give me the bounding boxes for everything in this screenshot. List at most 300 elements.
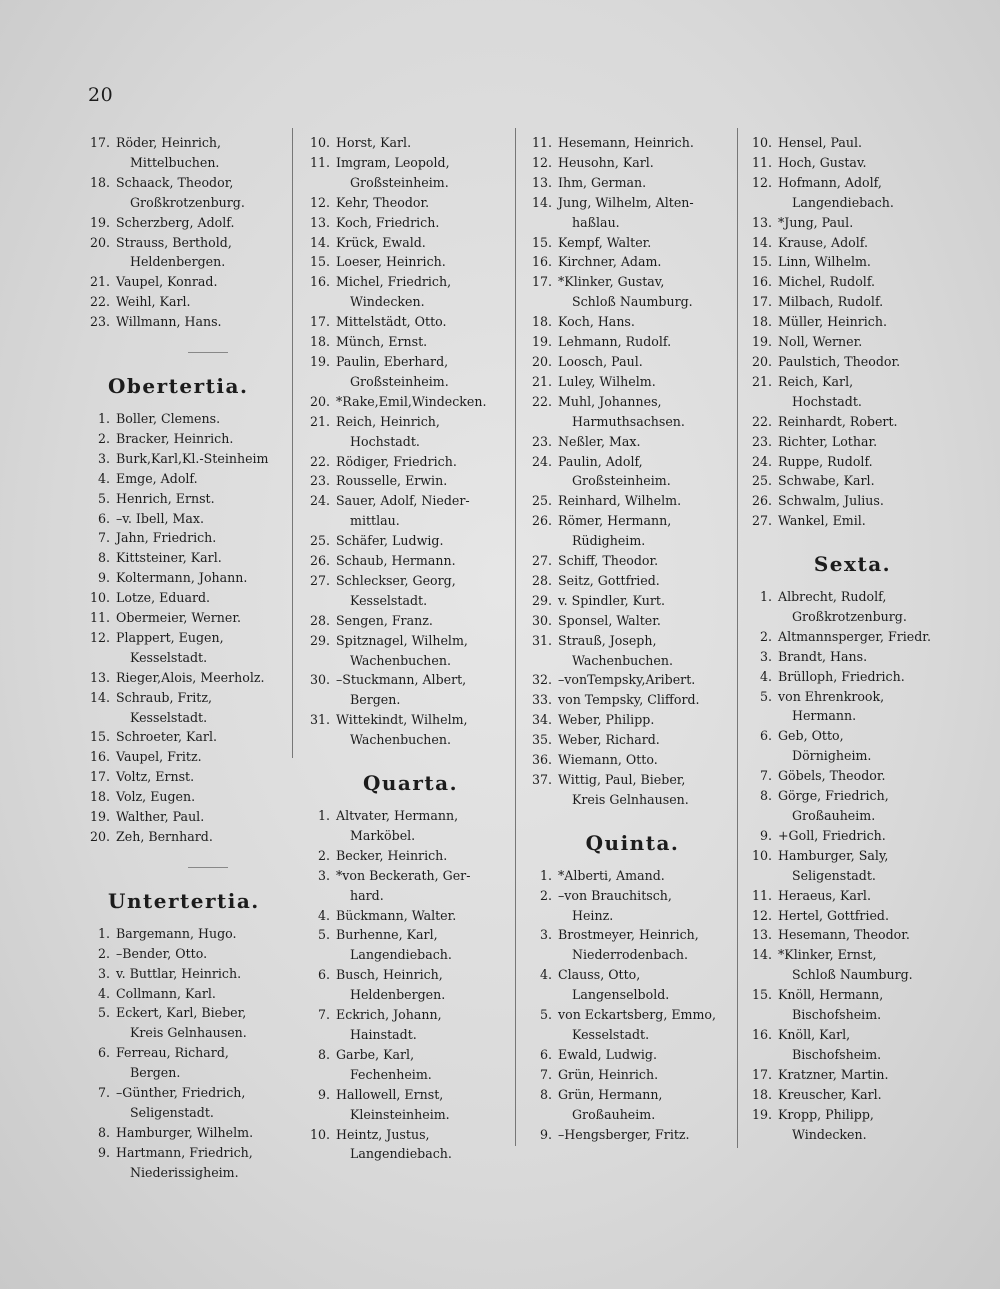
entry-name: Heintz, Justus, [336,1126,430,1142]
entry-place: Langendiebach. [792,194,894,210]
list-item [750,846,955,886]
list-item [530,886,735,926]
entry-name: Hensel, Paul. [778,135,863,150]
entry-place: Bischofsheim. [792,1046,882,1062]
list-item [530,925,735,965]
list-item [750,766,955,786]
list-item [308,925,513,965]
entry-name: Willmann, Hans. [116,314,222,330]
list-item [308,193,513,213]
entry-name: Paulin, Adolf, [558,453,643,469]
entry-name: Ferreau, Richard, [116,1045,229,1061]
list-item [530,511,735,551]
entry-name: Rieger,Alois, Meerholz. [116,669,265,685]
entry-number: 15. [751,987,772,1003]
entry-number: 22. [309,453,330,469]
list-item [750,432,955,452]
entry-number: 9. [759,827,772,843]
entry-number: 16. [751,1026,772,1042]
entry-number: 20. [531,353,552,369]
entry-name: Emge, Adolf. [116,470,198,486]
entry-place: Mittelbuchen. [130,154,220,170]
entry-number: 4. [539,967,552,983]
list-item [530,770,735,810]
entry-name: Lehmann, Rudolf. [558,334,672,350]
list-item [88,767,288,787]
entry-number: 2. [97,945,110,961]
entry-name: Schraub, Fritz, [116,689,212,705]
entry-number: 18. [751,1086,772,1102]
list-item [750,667,955,687]
list-item [530,866,735,886]
entry-name: Burhenne, Karl, [336,927,438,943]
entry-name: Müller, Heinrich. [778,314,887,330]
entry-number: 11. [89,610,110,626]
entry-number: 4. [317,907,330,923]
entry-number: 12. [89,629,110,645]
entry-number: 2. [759,628,772,644]
class-list-obertertia [88,409,288,847]
entry-name: Kehr, Theodor. [336,194,430,210]
entry-name: Horst, Karl. [336,135,412,150]
list-item [88,787,288,807]
entry-number: 7. [539,1066,552,1082]
list-item [750,945,955,985]
list-item [308,213,513,233]
list-item [530,133,735,153]
entry-number: 2. [539,887,552,903]
list-item [530,591,735,611]
entry-name: Kirchner, Adam. [558,254,662,270]
entry-number: 17. [751,1066,772,1082]
list-item [530,312,735,332]
entry-number: 22. [751,413,772,429]
list-item [530,491,735,511]
entry-number: 30. [531,612,552,628]
section-heading-obertertia: Obertertia. [108,374,249,399]
entry-number: 9. [97,1144,110,1160]
list-item [88,509,288,529]
entry-number: 18. [531,314,552,330]
list-item [88,568,288,588]
list-item [750,332,955,352]
entry-number: 22. [89,294,110,310]
entry-name: *Rake,Emil,Windecken. [336,393,487,409]
list-item [530,352,735,372]
entry-number: 13. [751,214,772,230]
list-item [88,924,288,944]
entry-place: Langenselbold. [572,987,670,1003]
entry-name: Mittelstädt, Otto. [336,314,447,330]
column-divider [515,128,516,1146]
entry-place: Großauheim. [572,1106,656,1122]
entry-name: Hallowell, Ernst, [336,1086,444,1102]
entry-place: Marköbel. [350,827,416,843]
entry-name: Strauß, Joseph, [558,632,657,648]
entry-number: 1. [317,808,330,823]
entry-name: Eckert, Karl, Bieber, [116,1005,247,1021]
entry-name: Altmannsperger, Friedr. [778,628,931,644]
class-list-quinta-continued [750,133,955,531]
list-item [88,747,288,767]
entry-number: 19. [751,334,772,350]
entry-number: 21. [531,373,552,389]
entry-place: Schloß Naumburg. [572,294,693,310]
list-item [308,471,513,491]
entry-name: Linn, Wilhelm. [778,254,871,270]
entry-place: Hochstadt. [792,393,862,409]
column-4 [750,133,955,1144]
entry-name: Knöll, Karl, [778,1026,851,1042]
list-item [308,571,513,611]
list-item [750,1025,955,1065]
entry-number: 21. [309,413,330,429]
entry-number: 17. [89,135,110,150]
list-item [530,1085,735,1125]
entry-place: haßlau. [572,214,620,230]
entry-place: Kesselstadt. [130,709,208,725]
entry-number: 29. [309,632,330,648]
list-item [750,786,955,826]
entry-place: Windecken. [792,1126,867,1142]
entry-place: Kesselstadt. [350,592,428,608]
list-item [88,312,288,332]
class-list-quinta [530,866,735,1145]
section-heading-quarta: Quarta. [362,771,459,796]
entry-place: Hainstadt. [350,1026,417,1042]
entry-number: 1. [97,410,110,426]
entry-number: 8. [317,1046,330,1062]
list-item [530,670,735,690]
list-item [308,1005,513,1045]
list-item [308,332,513,352]
entry-name: Römer, Hermann, [558,513,672,529]
list-item [88,668,288,688]
entry-name: Reinhardt, Robert. [778,413,898,429]
entry-name: Reich, Karl, [778,373,854,389]
entry-number: 14. [751,947,772,963]
entry-place: Seligenstadt. [792,867,876,883]
list-item [750,687,955,727]
entry-number: 14. [89,689,110,705]
list-item [530,432,735,452]
entry-number: 13. [309,214,330,230]
entry-place: Heldenbergen. [130,254,226,270]
entry-number: 24. [531,453,552,469]
entry-name: Weber, Richard. [558,732,660,748]
list-item [530,452,735,492]
entry-name: Paulstich, Theodor. [778,353,901,369]
entry-place: Hermann. [792,708,857,724]
entry-place: Wachenbuchen. [350,652,451,668]
entry-name: Jung, Wilhelm, Alten- [558,194,694,210]
entry-number: 32. [531,672,552,688]
list-item [530,1065,735,1085]
list-item [88,173,288,213]
list-item [308,312,513,332]
entry-name: Voltz, Ernst. [116,769,195,785]
entry-place: Fechenheim. [350,1066,432,1082]
entry-number: 17. [751,294,772,310]
entry-name: Collmann, Karl. [116,985,216,1001]
entry-place: Großauheim. [792,808,876,823]
list-item [88,133,288,173]
entry-number: 20. [89,829,110,844]
entry-number: 3. [317,867,330,883]
list-item [530,372,735,392]
page-number: 20 [88,84,114,106]
entry-number: 20. [89,234,110,250]
class-list-quarta-continued [530,133,735,810]
entry-name: Krause, Adolf. [778,234,868,250]
list-item [88,944,288,964]
entry-number: 15. [309,254,330,270]
entry-name: Richter, Lothar. [778,433,878,449]
entry-name: –von Brauchitsch, [558,887,672,903]
list-item [308,531,513,551]
entry-number: 1. [759,589,772,605]
entry-name: Münch, Ernst. [336,334,428,350]
entry-number: 3. [97,450,110,466]
entry-number: 19. [89,214,110,230]
entry-name: Schiff, Theodor. [558,553,659,569]
entry-name: Garbe, Karl, [336,1046,415,1062]
entry-number: 16. [309,274,330,290]
list-item [750,272,955,292]
entry-number: 4. [759,668,772,684]
entry-place: Bergen. [130,1065,181,1081]
entry-name: Neßler, Max. [558,433,641,449]
entry-name: Krück, Ewald. [336,234,426,250]
entry-name: Michel, Friedrich, [336,274,452,290]
entry-name: Vaupel, Konrad. [116,274,218,290]
entry-name: Görge, Friedrich, [778,788,889,804]
section-separator [188,352,228,353]
list-item [88,429,288,449]
entry-number: 18. [89,174,110,190]
entry-place: Heldenbergen. [350,987,446,1003]
entry-place: Hochstadt. [350,433,420,449]
entry-name: Röder, Heinrich, [116,135,222,150]
entry-number: 28. [531,572,552,588]
list-item [88,608,288,628]
entry-name: Kempf, Walter. [558,234,652,250]
entry-number: 13. [531,174,552,190]
entry-number: 20. [751,353,772,369]
entry-number: 16. [531,254,552,270]
entry-number: 13. [89,669,110,685]
entry-name: von Tempsky, Clifford. [558,692,700,708]
entry-name: –Günther, Friedrich, [116,1085,246,1101]
list-item [308,551,513,571]
list-item [308,710,513,750]
entry-name: Brostmeyer, Heinrich, [558,927,699,943]
column-divider [292,128,293,758]
column-3 [530,133,735,1144]
list-item [308,352,513,392]
entry-number: 17. [531,274,552,290]
entry-number: 30. [309,672,330,688]
entry-name: Ihm, German. [558,174,647,190]
list-item [530,173,735,193]
entry-number: 2. [317,847,330,863]
entry-name: Eckrich, Johann, [336,1007,442,1023]
list-item [750,826,955,846]
entry-name: Jahn, Friedrich. [116,530,217,546]
list-item [750,1105,955,1145]
entry-number: 16. [89,749,110,765]
entry-number: 15. [531,234,552,250]
list-item [530,233,735,253]
list-item [750,647,955,667]
entry-name: Loeser, Heinrich. [336,254,446,270]
entry-name: Göbels, Theodor. [778,768,886,784]
entry-number: 24. [309,493,330,509]
list-item [88,1043,288,1083]
list-item [88,827,288,847]
entry-number: 8. [759,788,772,804]
entry-place: Seligenstadt. [130,1104,214,1120]
entry-number: 6. [759,728,772,744]
entry-number: 12. [751,907,772,923]
entry-number: 17. [89,769,110,785]
entry-name: von Ehrenkrook, [778,688,885,704]
entry-place: Großkrotzenburg. [130,194,245,210]
entry-name: Burk,Karl,Kl.-Steinheim [116,450,269,466]
entry-place: Niederrodenbach. [572,947,689,963]
entry-name: Schleckser, Georg, [336,572,456,588]
entry-number: 36. [531,752,552,768]
entry-place: Kesselstadt. [130,649,208,665]
entry-name: Heraeus, Karl. [778,887,871,903]
entry-number: 9. [317,1086,330,1102]
entry-name: *Jung, Paul. [778,214,854,230]
entry-number: 1. [97,925,110,941]
entry-place: Kleinsteinheim. [350,1106,450,1122]
entry-number: 5. [317,927,330,943]
list-item [88,449,288,469]
list-item [750,252,955,272]
list-item [88,233,288,273]
list-item [750,587,955,627]
list-item [88,548,288,568]
list-item [88,807,288,827]
entry-number: 6. [97,510,110,526]
entry-place: Großsteinheim. [350,373,449,389]
entry-name: Spitznagel, Wilhelm, [336,632,468,648]
list-item [88,984,288,1004]
list-item [308,631,513,671]
list-item [88,588,288,608]
entry-number: 5. [539,1007,552,1023]
list-item [750,627,955,647]
entry-name: Schaub, Hermann. [336,553,456,569]
entry-name: Sauer, Adolf, Nieder- [336,493,470,509]
list-item [530,730,735,750]
entry-number: 34. [531,712,552,728]
list-item [530,153,735,173]
column-divider [737,128,738,1148]
entry-name: Hertel, Gottfried. [778,907,889,923]
section-separator [188,867,228,868]
list-item [308,491,513,531]
list-item [750,925,955,945]
entry-name: –vonTempsky,Aribert. [558,672,696,688]
list-item [750,312,955,332]
entry-place: Langendiebach. [350,1146,452,1162]
entry-number: 27. [309,572,330,588]
entry-number: 12. [309,194,330,210]
entry-name: Schwalm, Julius. [778,493,884,509]
list-item [308,1045,513,1085]
class-list-continued [88,133,288,332]
entry-name: Hofmann, Adolf, [778,174,882,190]
entry-number: 18. [309,334,330,350]
entry-number: 19. [531,334,552,350]
section-heading-quinta: Quinta. [585,830,680,855]
entry-number: 4. [97,985,110,1001]
entry-number: 8. [97,550,110,566]
list-item [308,233,513,253]
entry-name: Volz, Eugen. [116,789,196,805]
list-item [308,806,513,846]
entry-number: 35. [531,732,552,748]
entry-name: Busch, Heinrich, [336,967,443,983]
entry-name: Milbach, Rudolf. [778,294,884,310]
entry-name: Zeh, Bernhard. [116,829,213,844]
entry-name: Ewald, Ludwig. [558,1046,657,1062]
list-item [530,965,735,1005]
list-item [88,489,288,509]
entry-number: 14. [751,234,772,250]
class-list-untertertia [88,924,288,1183]
entry-place: Kreis Gelnhausen. [130,1025,247,1041]
entry-name: v. Spindler, Kurt. [558,592,665,608]
entry-number: 10. [309,1126,330,1142]
entry-name: Muhl, Johannes, [558,393,662,409]
entry-name: –Bender, Otto. [116,945,208,961]
list-item [308,412,513,452]
list-item [750,1085,955,1105]
entry-name: Becker, Heinrich. [336,847,448,863]
entry-number: 25. [751,473,772,489]
list-item [530,392,735,432]
list-item [530,571,735,591]
entry-place: Kesselstadt. [572,1026,650,1042]
list-item [530,551,735,571]
entry-number: 20. [309,393,330,409]
entry-name: Strauss, Berthold, [116,234,232,250]
entry-number: 19. [89,809,110,825]
entry-name: Imgram, Leopold, [336,154,450,170]
entry-name: Schroeter, Karl. [116,729,217,745]
entry-number: 27. [531,553,552,569]
entry-place: Dörnigheim. [792,748,872,764]
entry-place: Wachenbuchen. [572,652,673,668]
entry-place: Windecken. [350,294,425,310]
entry-number: 12. [531,154,552,170]
entry-name: Henrich, Ernst. [116,490,215,506]
entry-number: 19. [751,1106,772,1122]
entry-name: Hamburger, Saly, [778,847,889,863]
entry-number: 33. [531,692,552,708]
entry-place: Langendiebach. [350,947,452,963]
list-item [88,964,288,984]
list-item [530,750,735,770]
entry-number: 29. [531,592,552,608]
entry-name: Koltermann, Johann. [116,570,248,586]
entry-name: Weihl, Karl. [116,294,191,310]
